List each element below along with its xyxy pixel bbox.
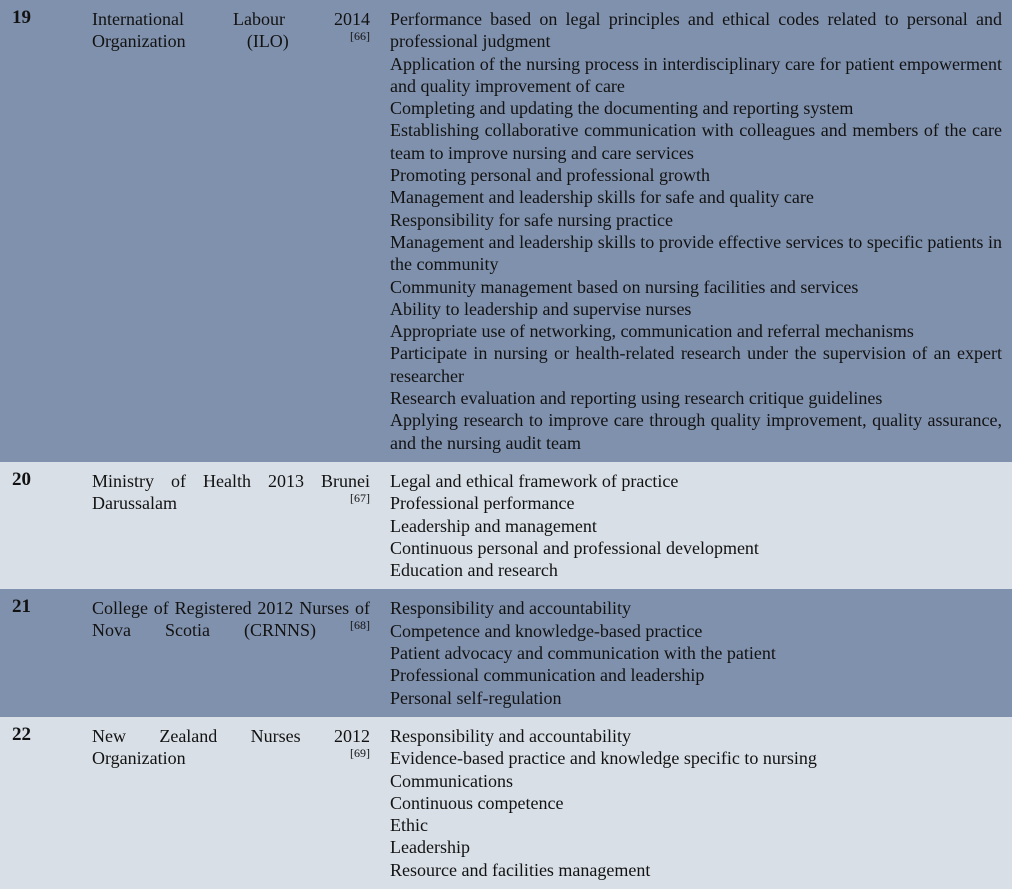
row-organization xyxy=(84,589,384,716)
organization-name: New Zealand Nurses 2012 Organization [69] xyxy=(92,725,370,768)
list-item: Responsibility for safe nursing practice xyxy=(390,209,673,230)
list-item: Professional performance xyxy=(390,493,575,514)
row-competencies xyxy=(384,589,1012,716)
list-item: Completing and updating the documenting and reporting system xyxy=(390,98,854,119)
reference-marker: [68] xyxy=(350,618,370,633)
list-item: Ethic xyxy=(390,815,428,836)
list-item: Research evaluation and reporting using research critique guidelines xyxy=(390,388,883,409)
row-number: 21 xyxy=(12,596,31,618)
list-item: Management and leadership skills to provide effective services to specific patients in the community xyxy=(390,231,1002,275)
organization-name: College of Registered 2012 Nurses of Nova Scotia (CRNNS) [68] xyxy=(92,598,370,641)
list-item: Management and leadership skills for safe and quality care xyxy=(390,187,814,208)
row-organization xyxy=(84,462,384,589)
list-item: Communications xyxy=(390,770,513,791)
organization-name: Ministry of Health 2013 Brunei Darussalam [67] xyxy=(92,470,370,513)
table-row xyxy=(0,462,1012,589)
list-item: Continuous personal and professional development xyxy=(390,537,759,558)
list-item: Responsibility and accountability xyxy=(390,725,631,746)
row-competencies xyxy=(384,717,1012,889)
reference-marker: [66] xyxy=(350,29,370,43)
table-row xyxy=(0,717,1012,889)
list-item: Ability to leadership and supervise nurses xyxy=(390,298,692,319)
list-item: Participate in nursing or health-related research under the supervision of an expert researcher xyxy=(390,343,1002,386)
list-item: Personal self-regulation xyxy=(390,687,562,708)
list-item: Promoting personal and professional growth xyxy=(390,165,710,186)
list-item: Evidence-based practice and knowledge specific to nursing xyxy=(390,748,817,769)
row-number: 22 xyxy=(12,723,31,745)
row-organization xyxy=(84,0,384,462)
list-item: Community management based on nursing facilities and services xyxy=(390,276,859,297)
list-item: Education and research xyxy=(390,560,558,581)
row-number: 20 xyxy=(12,468,31,490)
reference-marker: [69] xyxy=(350,745,370,760)
list-item: Responsibility and accountability xyxy=(390,598,631,619)
list-item: Performance based on legal principles and ethical codes related to personal and professional judgment xyxy=(390,9,1002,52)
list-item: Legal and ethical framework of practice xyxy=(390,470,679,491)
list-item: Professional communication and leadership xyxy=(390,665,705,686)
list-item: Competence and knowledge-based practice xyxy=(390,620,703,641)
list-item: Appropriate use of networking, communication and referral mechanisms xyxy=(390,321,914,342)
list-item: Leadership xyxy=(390,837,470,858)
list-item: Continuous competence xyxy=(390,792,564,813)
list-item: Leadership and management xyxy=(390,515,597,536)
list-item: Patient advocacy and communication with the patient xyxy=(390,643,776,664)
list-item: Application of the nursing process in interdisciplinary care for patient empowerment and quality improvement of care xyxy=(390,53,1002,96)
organization-name: International Labour 2014 Organization (ILO) [66] xyxy=(92,9,370,51)
row-organization xyxy=(84,717,384,889)
row-competencies xyxy=(384,0,1012,462)
list-item: Applying research to improve care through quality improvement, quality assurance, and the nursing audit team xyxy=(390,410,1002,453)
row-number: 19 xyxy=(12,7,31,28)
list-item: Establishing collaborative communication with colleagues and members of the care team to improve nursing and care services xyxy=(390,120,1002,163)
reference-marker: [67] xyxy=(350,490,370,505)
row-competencies xyxy=(384,462,1012,589)
list-item: Resource and facilities management xyxy=(390,859,651,880)
table-row xyxy=(0,589,1012,716)
